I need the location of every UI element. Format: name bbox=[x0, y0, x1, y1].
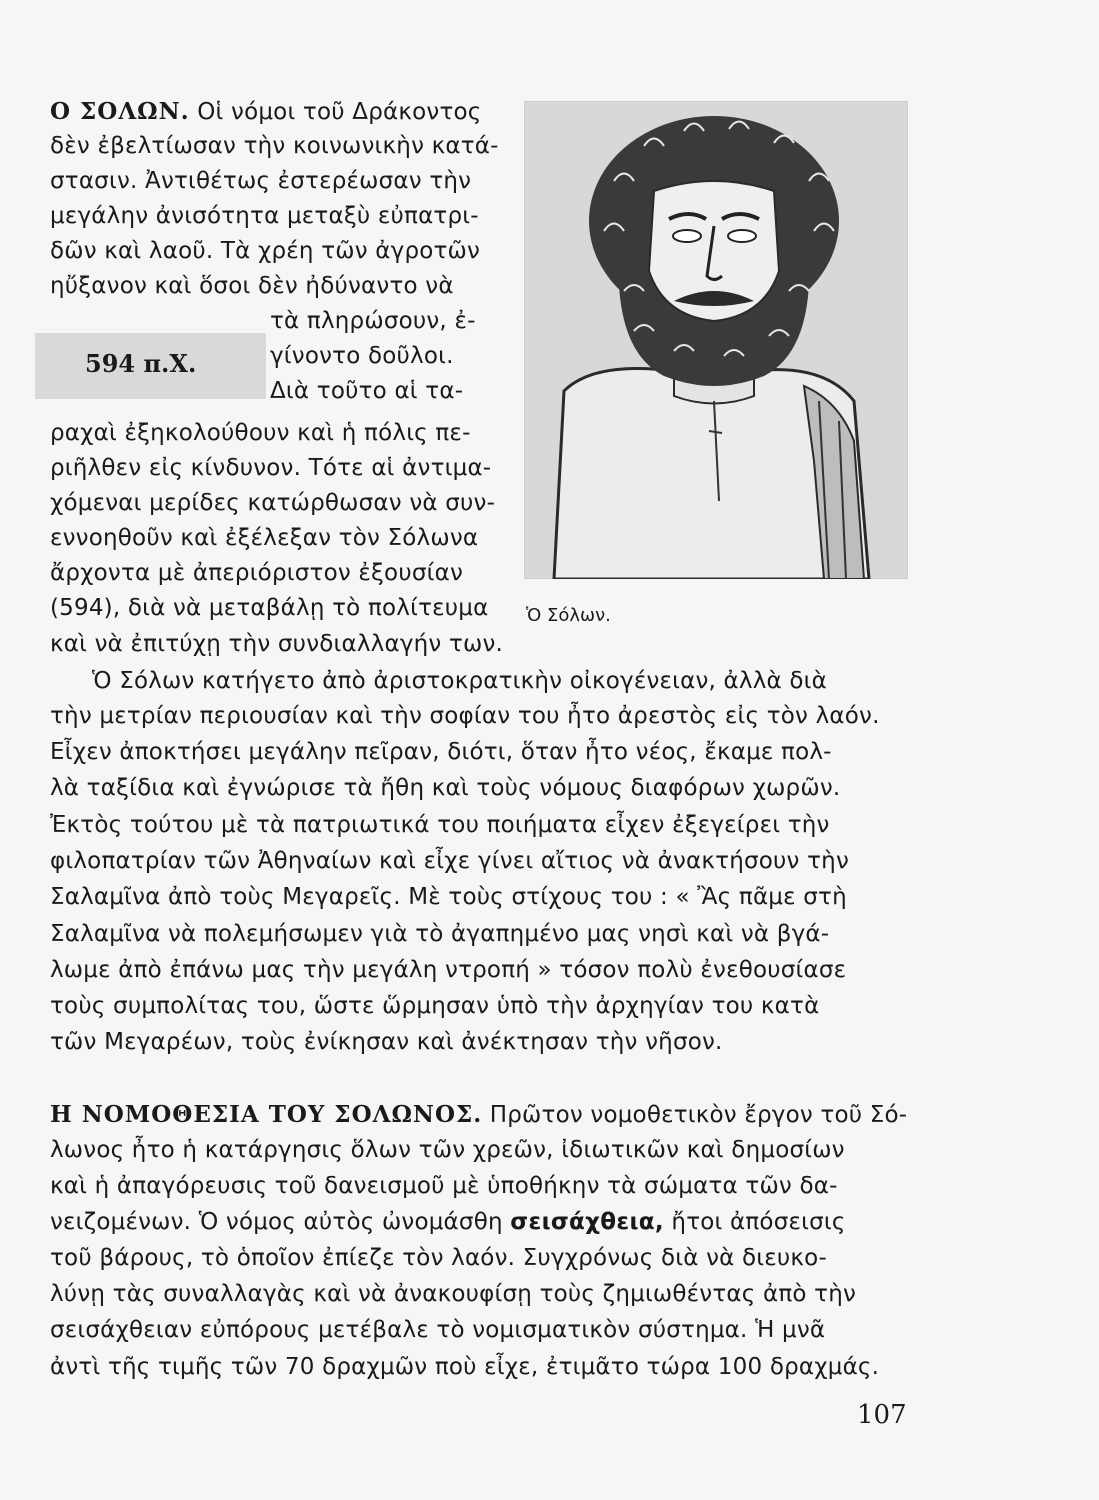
paragraph-line: σεισάχθειαν εὐπόρους μετέβαλε τὸ νομισματικὸν σύστημα. Ἡ μνᾶ bbox=[50, 1317, 826, 1343]
paragraph-line: ἄρχοντα μὲ ἀπεριόριστον ἐξουσίαν bbox=[50, 560, 463, 586]
page-number: 107 bbox=[857, 1400, 907, 1430]
paragraph-line: λύνῃ τὰς συναλλαγὰς καὶ νὰ ἀνακουφίσῃ τοὺς ζημιωθέντας ἀπὸ τὴν bbox=[50, 1281, 857, 1307]
paragraph-line: Σαλαμῖνα νὰ πολεμήσωμεν γιὰ τὸ ἀγαπημένο μας νησὶ καὶ νὰ βγά- bbox=[50, 921, 830, 947]
paragraph-line: Ὁ Σόλων κατήγετο ἀπὸ ἀριστοκρατικὴν οἰκογένειαν, ἀλλὰ διὰ bbox=[92, 668, 828, 694]
paragraph-line: μεγάλην ἀνισότητα μεταξὺ εὐπατρι- bbox=[50, 203, 479, 229]
paragraph-text: Πρῶτον νομοθετικὸν ἔργον τοῦ Σό- bbox=[489, 1102, 908, 1128]
paragraph-line: τὰ πληρώσουν, ἐ- bbox=[270, 308, 476, 334]
paragraph-line: ηὔξανον καὶ ὅσοι δὲν ἠδύναντο νὰ bbox=[50, 273, 454, 299]
paragraph-line: τοὺς συμπολίτας του, ὥστε ὥρμησαν ὑπὸ τὴν ἀρχηγίαν του κατὰ bbox=[50, 993, 820, 1019]
paragraph-line: εννοηθοῦν καὶ ἐξέλεξαν τὸν Σόλωνα bbox=[50, 525, 479, 551]
paragraph-line bbox=[50, 1103, 907, 1127]
figure-caption: Ὁ Σόλων. bbox=[526, 605, 611, 626]
paragraph-text: ἤτοι ἀπόσεισις bbox=[671, 1209, 846, 1235]
key-term: σεισάχθεια, bbox=[510, 1209, 664, 1235]
paragraph-line: Διὰ τοῦτο αἱ τα- bbox=[270, 378, 464, 404]
paragraph-line: (594), διὰ νὰ μεταβάλῃ τὸ πολίτευμα bbox=[50, 595, 489, 621]
paragraph-line: χόμεναι μερίδες κατώρθωσαν νὰ συν- bbox=[50, 490, 496, 516]
paragraph-line: λωνος ἦτο ἡ κατάργησις ὅλων τῶν χρεῶν, ἰδιωτικῶν καὶ δημοσίων bbox=[50, 1137, 845, 1163]
paragraph-line: τῶν Μεγαρέων, τοὺς ἐνίκησαν καὶ ἀνέκτησαν τὴν νῆσον. bbox=[50, 1029, 723, 1055]
paragraph-line: Ἐκτὸς τούτου μὲ τὰ πατριωτικά του ποιήματα εἶχεν ἐξεγείρει τὴν bbox=[50, 812, 830, 838]
paragraph-line: γίνοντο δοῦλοι. bbox=[270, 343, 454, 369]
paragraph-line: στασιν. Ἀντιθέτως ἐστερέωσαν τὴν bbox=[50, 168, 472, 194]
paragraph-line: δὲν ἐβελτίωσαν τὴν κοινωνικὴν κατά- bbox=[50, 133, 499, 159]
paragraph-line: ριῆλθεν εἰς κίνδυνον. Τότε αἱ ἀντιμα- bbox=[50, 455, 492, 481]
paragraph-line: τὴν μετρίαν περιουσίαν καὶ τὴν σοφίαν του ἦτο ἀρεστὸς εἰς τὸν λαόν. bbox=[50, 703, 880, 729]
paragraph-line: καὶ ἡ ἀπαγόρευσις τοῦ δανεισμοῦ μὲ ὑποθήκην τὰ σώματα τῶν δα- bbox=[50, 1173, 838, 1199]
bust-of-solon-illustration bbox=[524, 101, 908, 579]
paragraph-line: λὰ ταξίδια καὶ ἐγνώρισε τὰ ἤθη καὶ τοὺς νόμους διαφόρων χωρῶν. bbox=[50, 775, 841, 801]
section-heading: Η ΝΟΜΟΘΕΣΙΑ ΤΟΥ ΣΟΛΩΝΟΣ. bbox=[50, 1101, 483, 1128]
paragraph-line: λωμε ἀπὸ ἐπάνω μας τὴν μεγάλη ντροπή » τόσον πολὺ ἐνεθουσίασε bbox=[50, 957, 847, 983]
paragraph-text: νειζομένων. Ὁ νόμος αὐτὸς ὠνομάσθη bbox=[50, 1209, 503, 1235]
paragraph-line: ραχαὶ ἐξηκολούθουν καὶ ἡ πόλις πε- bbox=[50, 420, 471, 446]
paragraph-text: Οἱ νόμοι τοῦ Δράκοντος bbox=[197, 99, 482, 125]
paragraph-line: Σαλαμῖνα ἀπὸ τοὺς Μεγαρεῖς. Μὲ τοὺς στίχους του : « Ἂς πᾶμε στὴ bbox=[50, 884, 847, 910]
paragraph-line bbox=[50, 100, 481, 124]
date-label: 594 π.Χ. bbox=[85, 349, 197, 378]
date-sidebar bbox=[35, 333, 266, 399]
paragraph-line: Εἶχεν ἀποκτήσει μεγάλην πεῖραν, διότι, ὅταν ἦτο νέος, ἔκαμε πολ- bbox=[50, 739, 832, 765]
paragraph-line: τοῦ βάρους, τὸ ὁποῖον ἐπίεζε τὸν λαόν. Συγχρόνως διὰ νὰ διευκο- bbox=[50, 1245, 827, 1271]
paragraph-line: δῶν καὶ λαοῦ. Τὰ χρέη τῶν ἀγροτῶν bbox=[50, 238, 481, 264]
paragraph-line: ἀντὶ τῆς τιμῆς τῶν 70 δραχμῶν ποὺ εἶχε, ἐτιμᾶτο τώρα 100 δραχμάς. bbox=[50, 1354, 880, 1380]
paragraph-line: καὶ νὰ ἐπιτύχῃ τὴν συνδιαλλαγήν των. bbox=[50, 631, 504, 657]
paragraph-line: φιλοπατρίαν τῶν Ἀθηναίων καὶ εἶχε γίνει αἴτιος νὰ ἀνακτήσουν τὴν bbox=[50, 848, 849, 874]
section-heading: Ο ΣΟΛΩΝ. bbox=[50, 98, 190, 125]
paragraph-line bbox=[50, 1211, 846, 1234]
